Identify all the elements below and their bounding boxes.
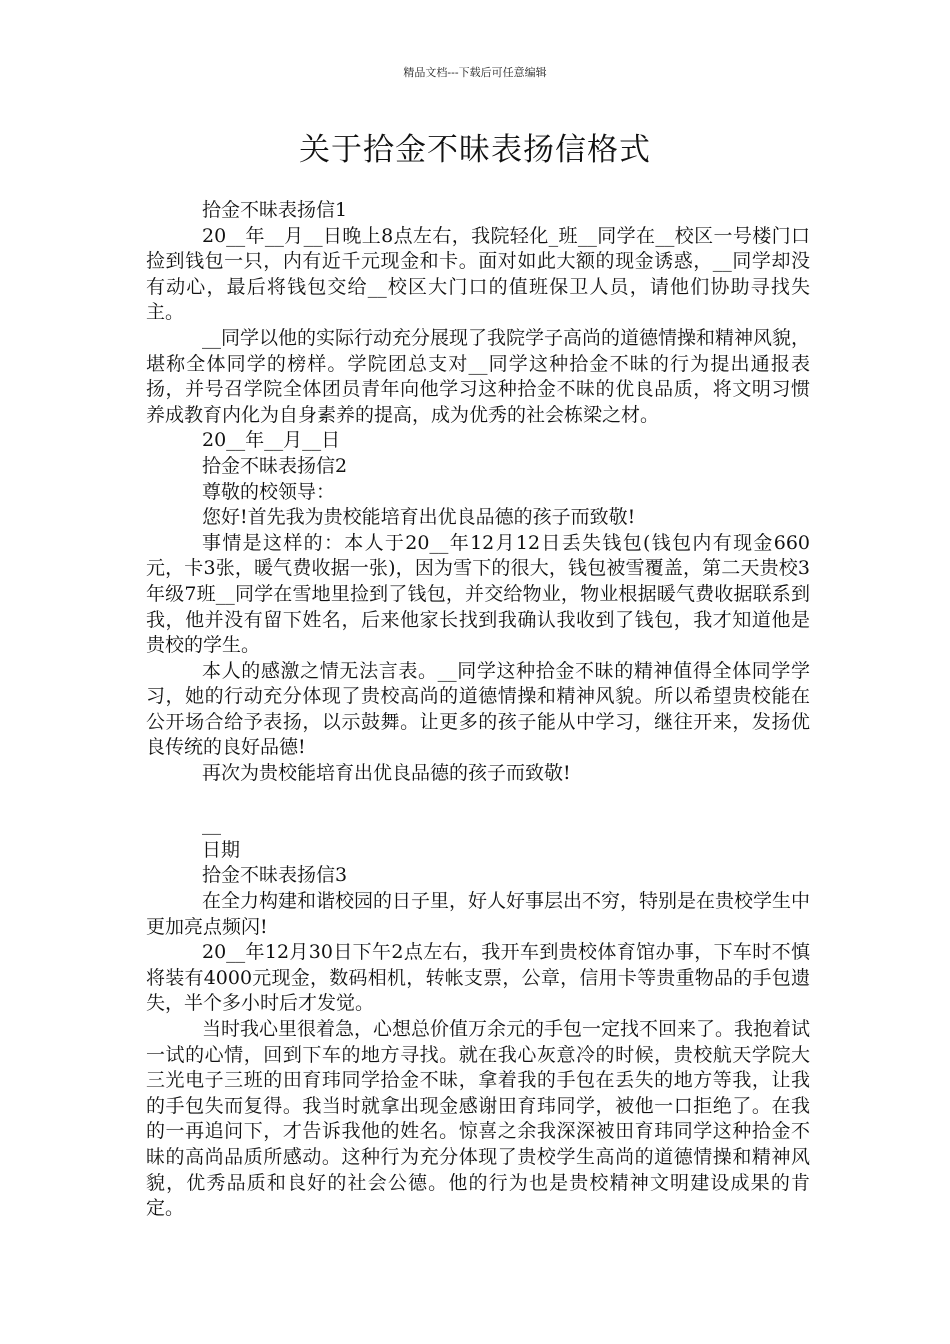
- letter-heading-3: 拾金不昧表扬信3: [202, 864, 348, 887]
- paragraph: 在全力构建和谐校园的日子里，好人好事层出不穷，特别是在贵校学生中更加亮点频闪!: [146, 890, 811, 938]
- document-title: 关于拾金不昧表扬信格式: [299, 132, 651, 168]
- paragraph: 您好!首先我为贵校能培育出优良品德的孩子而致敬!: [202, 506, 636, 529]
- blank-line: [146, 787, 810, 813]
- header-note: 精品文档---下载后可任意编辑: [403, 66, 547, 79]
- document-body: [146, 198, 810, 1222]
- paragraph: 20__年__月__日晚上8点左右，我院轻化_班__同学在__校区一号楼门口捡到钱包一只，内有近千元现金和卡。面对如此大额的现金诱惑，__同学却没有动心，最后将钱包交给__校区大门口的值班保卫人员，请他们协助寻找失主。: [146, 224, 810, 324]
- date-line: 20__年__月__日: [202, 429, 341, 452]
- paragraph: 当时我心里很着急，心想总价值万余元的手包一定找不回来了。我抱着试一试的心情，回到下车的地方寻找。就在我心灰意冷的时候，贵校航天学院大三光电子三班的田育玮同学拾金不昧，拿着我的手包在丢失的地方等我，让我的手包失而复得。我当时就拿出现金感谢田育玮同学，被他一口拒绝了。在我的一再追问下，才告诉我他的姓名。惊喜之余我深深被田育玮同学这种拾金不昧的高尚品质所感动。这种行为充分体现了贵校学生高尚的道德情操和精神风貌，优秀品质和良好的社会公德。他的行为也是贵校精神文明建设成果的肯定。: [146, 1018, 811, 1220]
- signature-blank: __: [202, 813, 221, 836]
- letter-heading-2: 拾金不昧表扬信2: [202, 454, 348, 477]
- salutation: 尊敬的校领导：: [202, 480, 336, 503]
- date-label: 日期: [202, 838, 241, 861]
- letter-heading-1: 拾金不昧表扬信1: [202, 199, 348, 221]
- paragraph: 本人的感激之情无法言表。__同学这种拾金不昧的精神值得全体同学学习，她的行动充分体现了贵校高尚的道德情操和精神风貌。所以希望贵校能在公开场合给予表扬，以示鼓舞。让更多的孩子能从中学习，继往开来，发扬优良传统的良好品德!: [146, 659, 810, 759]
- paragraph: 20__年12月30日下午2点左右，我开车到贵校体育馆办事，下车时不慎将装有4000元现金，数码相机，转帐支票，公章，信用卡等贵重物品的手包遗失，半个多小时后才发觉。: [146, 941, 810, 1015]
- paragraph: __同学以他的实际行动充分展现了我院学子高尚的道德情操和精神风貌，堪称全体同学的榜样。学院团总支对__同学这种拾金不昧的行为提出通报表扬，并号召学院全体团员青年向他学习这种拾金不昧的优良品质，将文明习惯养成教育内化为自身素养的提高，成为优秀的社会栋梁之材。: [146, 326, 811, 426]
- paragraph: 再次为贵校能培育出优良品德的孩子而致敬!: [202, 762, 571, 785]
- paragraph: 事情是这样的：本人于20__年12月12日丢失钱包(钱包内有现金660元，卡3张，暖气费收据一张)，因为雪下的很大，钱包被雪覆盖，第二天贵校3年级7班__同学在雪地里捡到了钱包，并交给物业，物业根据暖气费收据联系到我，他并没有留下姓名，后来他家长找到我确认我收到了钱包，我才知道他是贵校的学生。: [146, 531, 810, 657]
